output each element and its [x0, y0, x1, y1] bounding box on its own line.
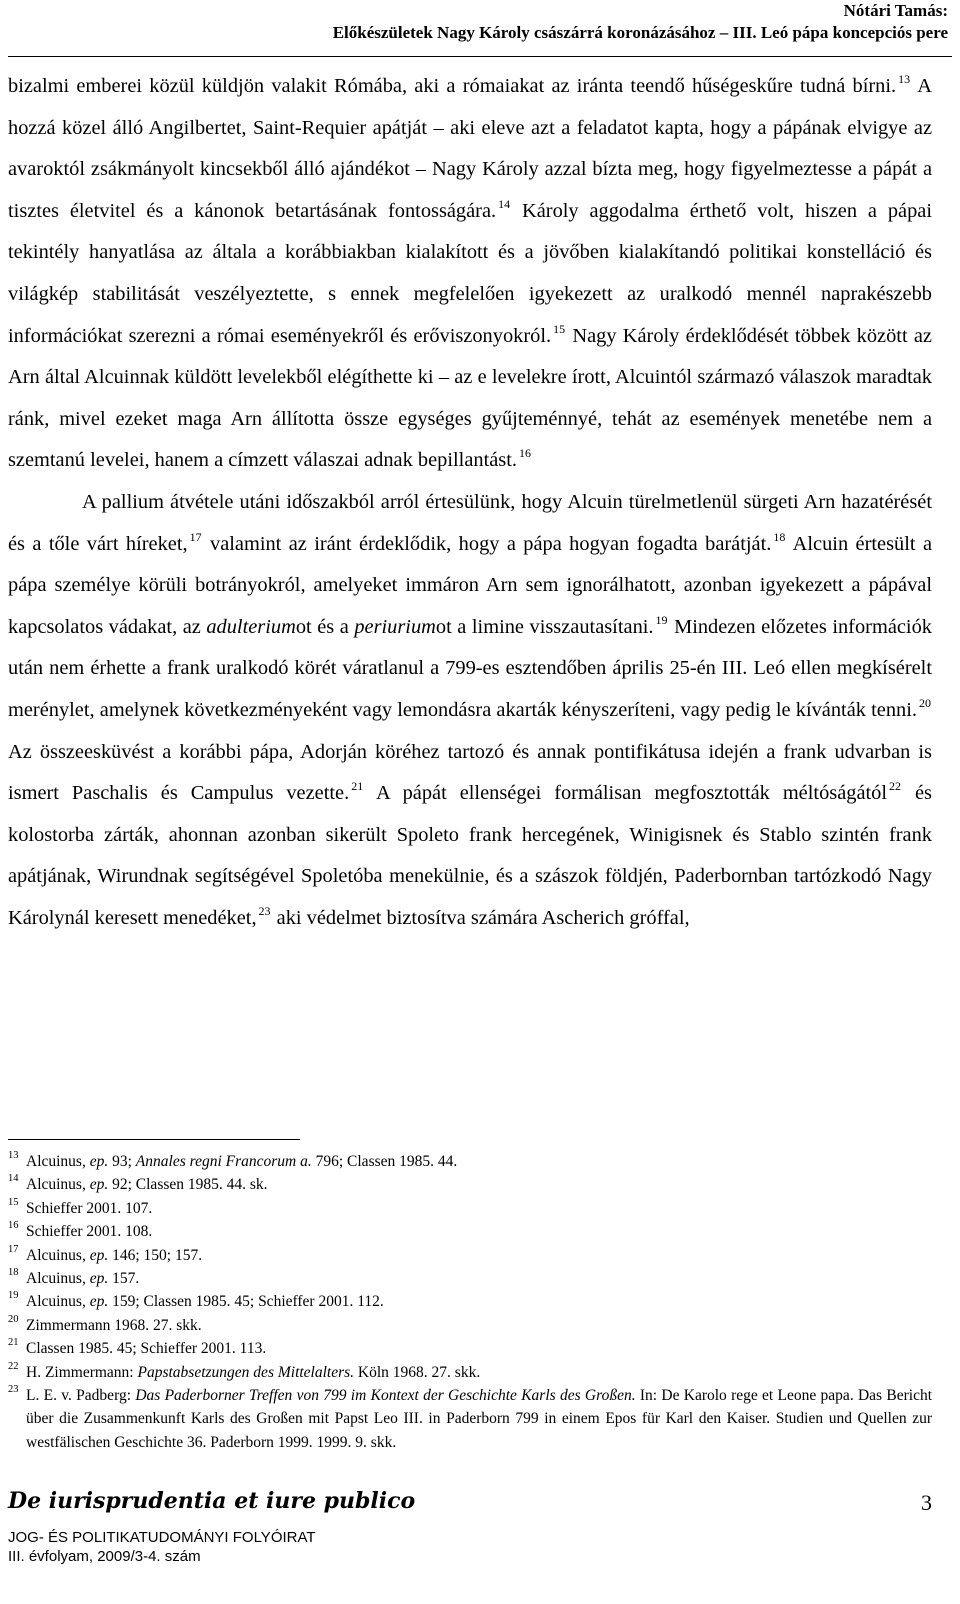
running-header	[333, 0, 948, 44]
footnote-text: Classen 1985. 45; Schieffer 2001. 113.	[26, 1340, 267, 1358]
footnote-18	[8, 1267, 932, 1290]
text-run: ot a limine visszautasítani.	[435, 615, 654, 638]
italic-term: ep.	[89, 1153, 109, 1170]
text-run: Károly aggodalma érthető volt, hiszen a pápai tekintély hanyatlása az általa a korábbiakban kialakított és a jövőben kialakítandó politikai konstelláció és világkép stabilitását veszélyeztette, s ennek megfelelően igyekezett az uralkodó mennél naprakészebb információkat szerezni a római eseményekről és erőviszonyokról.	[8, 199, 932, 347]
italic-term: periurium	[354, 615, 436, 638]
text-run: 146; 150; 157.	[112, 1246, 203, 1264]
footnote-15	[8, 1197, 932, 1220]
footnote-ref-17[interactable]: 17	[189, 529, 202, 544]
text-run: Mindezen előzetes információk után nem érhette a frank uralkodó körét váratlanul a 799-es esztendőben április 25-én III. Leó ellen megkísérelt merénylet, amelynek következményeként vagy lemondásra akarták kényszeríteni, vagy pedig le kívánták tenni.	[8, 615, 932, 721]
text-run: Alcuinus,	[26, 1293, 86, 1311]
paragraph-2	[8, 482, 932, 940]
italic-term: Annales regni Francorum a.	[135, 1153, 312, 1170]
footnote-text: Schieffer 2001. 108.	[26, 1223, 153, 1241]
footnote-ref-16[interactable]: 16	[518, 446, 531, 461]
footnote-ref-22[interactable]: 22	[889, 779, 902, 794]
body-text	[8, 66, 932, 939]
footnote-20	[8, 1314, 932, 1337]
footnote-19	[8, 1290, 932, 1313]
text-run: Alcuinus,	[26, 1246, 86, 1264]
footnote-ref-23[interactable]: 23	[258, 903, 271, 918]
text-run: aki védelmet biztosítva számára Ascherich gróffal,	[276, 906, 690, 929]
footnote-ref-20[interactable]: 20	[919, 695, 931, 710]
footnote-number: 23	[8, 1384, 19, 1396]
footnote-separator	[8, 1139, 300, 1140]
text-run: H. Zimmermann:	[26, 1363, 134, 1381]
footnote-text	[26, 1267, 932, 1290]
footnote-number: 16	[8, 1220, 19, 1232]
footnote-14	[8, 1173, 932, 1196]
footnote-ref-14[interactable]: 14	[498, 196, 511, 211]
text-run: Az összeesküvést a korábbi pápa, Adorján köréhez tartozó és annak pontifikátusa idején a frank udvarban is ismert Paschalis és Campulus vezette.	[8, 740, 932, 805]
header-author: Nótári Tamás:	[843, 1, 948, 20]
italic-term: ep.	[89, 1270, 109, 1288]
footnote-16	[8, 1220, 932, 1243]
footnote-ref-15[interactable]: 15	[553, 321, 566, 336]
footnote-number: 18	[8, 1267, 19, 1279]
footnote-number: 21	[8, 1337, 19, 1349]
footnote-number: 19	[8, 1290, 19, 1302]
footnote-text	[26, 1244, 932, 1267]
text-run: ot és a	[295, 615, 349, 638]
text-run: Alcuin értesült a pápa személye körüli botrányokról, amelyeket immáron Arn sem ignorálhatott, azonban igyekezett a pápával kapcsolatos vádakat, az	[8, 532, 932, 638]
text-run: 157.	[112, 1270, 140, 1288]
text-run: 92; Classen 1985. 44. sk.	[112, 1176, 268, 1194]
text-run: és kolostorba zárták, ahonnan azonban sikerült Spoleto frank hercegének, Winigisnek és Stablo szintén frank apátjának, Wirundnak segítségével Spoletóba menekülnie, és a szászok földjén, Paderbornban tartózkodó Nagy Károlynál keresett menedéket,	[8, 782, 932, 929]
paragraph-1	[8, 66, 932, 482]
italic-term: adulterium	[206, 615, 296, 638]
footnote-ref-21[interactable]: 21	[351, 779, 364, 794]
footnote-text: Zimmermann 1968. 27. skk.	[26, 1316, 202, 1334]
text-run: Alcuinus,	[26, 1270, 86, 1288]
footnote-13	[8, 1150, 932, 1173]
italic-term: Papstabsetzungen des Mittelalters.	[137, 1363, 355, 1381]
text-run: bizalmi emberei közül küldjön valakit Rómába, aki a rómaiakat az iránta teendő hűségeskűre tudná bírni.	[8, 75, 897, 97]
journal-name: JOG- ÉS POLITIKATUDOMÁNYI FOLYÓIRAT	[8, 1529, 316, 1546]
text-run: valamint az iránt érdeklődik, hogy a pápa hogyan fogadta barátját.	[210, 532, 772, 555]
footnote-23	[8, 1384, 932, 1454]
text-run: A pápát ellenségei formálisan megfosztották méltóságától	[376, 782, 888, 805]
journal-title-logo: De iurisprudentia et iure publico	[8, 1488, 416, 1514]
text-run: Nagy Károly érdeklődését többek között az Arn által Alcuinnak küldött levelekből elégíthette ki – az e levelekre írott, Alcuintól származó válaszok maradtak ránk, mivel ezeket maga Arn állította össze egységes gyűjteménnyé, tehát az események menetébe nem a szemtanú levelei, hanem a címzett válaszai adnak bepillantást.	[8, 324, 932, 472]
footnote-number: 13	[8, 1150, 19, 1161]
footnote-text	[26, 1173, 932, 1196]
page-number: 3	[921, 1490, 932, 1515]
footnote-text	[26, 1290, 932, 1313]
footnote-ref-18[interactable]: 18	[773, 529, 786, 544]
footnote-number: 15	[8, 1196, 19, 1208]
footnote-number: 17	[8, 1243, 19, 1255]
italic-term: ep.	[89, 1293, 109, 1311]
footnote-number: 22	[8, 1360, 19, 1372]
journal-info	[8, 1528, 316, 1566]
footnote-number: 14	[8, 1173, 19, 1185]
footnote-22	[8, 1361, 932, 1384]
footnotes	[8, 1150, 932, 1454]
footnote-text	[26, 1361, 932, 1384]
text-run: A pallium átvétele utáni időszakból arról értesülünk, hogy Alcuin türelmetlenül sürgeti Arn hazatérését és a tőle várt híreket,	[8, 490, 932, 555]
footnote-ref-19[interactable]: 19	[655, 612, 668, 627]
text-run: 93;	[112, 1153, 132, 1170]
footnote-text	[26, 1150, 932, 1173]
italic-term: ep.	[89, 1176, 109, 1194]
text-run: Alcuinus,	[26, 1176, 86, 1194]
footnote-17	[8, 1244, 932, 1267]
footnote-text	[26, 1384, 932, 1454]
italic-term: ep.	[89, 1246, 109, 1264]
text-run: L. E. v. Padberg:	[26, 1387, 132, 1405]
footnote-number: 20	[8, 1313, 19, 1325]
footnote-ref-13[interactable]: 13	[898, 72, 911, 86]
journal-issue: III. évfolyam, 2009/3-4. szám	[8, 1548, 201, 1565]
italic-term: Das Paderborner Treffen von 799 im Kontext der Geschichte Karls des Großen.	[135, 1387, 636, 1405]
text-run: 159; Classen 1985. 45; Schieffer 2001. 112.	[112, 1293, 384, 1311]
text-run: 796; Classen 1985. 44.	[315, 1153, 458, 1170]
text-run: In: De Karolo rege et Leone papa. Das Bericht über die Zusammenkunft Karls des Großen mit Papst Leo III. in Paderborn 799 in einem Epos für Karl den Kaiser. Studien und Quellen zur westfälischen Geschichte 36. Paderborn 1999. 1999. 9. skk.	[26, 1387, 933, 1451]
header-rule	[8, 56, 952, 57]
footnote-text: Schieffer 2001. 107.	[26, 1199, 153, 1217]
footnote-21	[8, 1337, 932, 1360]
text-run: Alcuinus,	[26, 1153, 86, 1170]
text-run: A hozzá közel álló Angilbertet, Saint-Requier apátját – aki eleve azt a feladatot kapta, hogy a pápának elvigye az avaroktól zsákmányolt kincsekből álló ajándékot – Nagy Károly azzal bízta meg, hogy figyelmeztesse a pápát a tisztes életvitel és a kánonok betartásának fontosságára.	[8, 75, 932, 222]
text-run: Köln 1968. 27. skk.	[357, 1363, 481, 1381]
header-title: Előkészületek Nagy Károly császárrá koronázásához – III. Leó pápa koncepciós pere	[332, 23, 948, 42]
